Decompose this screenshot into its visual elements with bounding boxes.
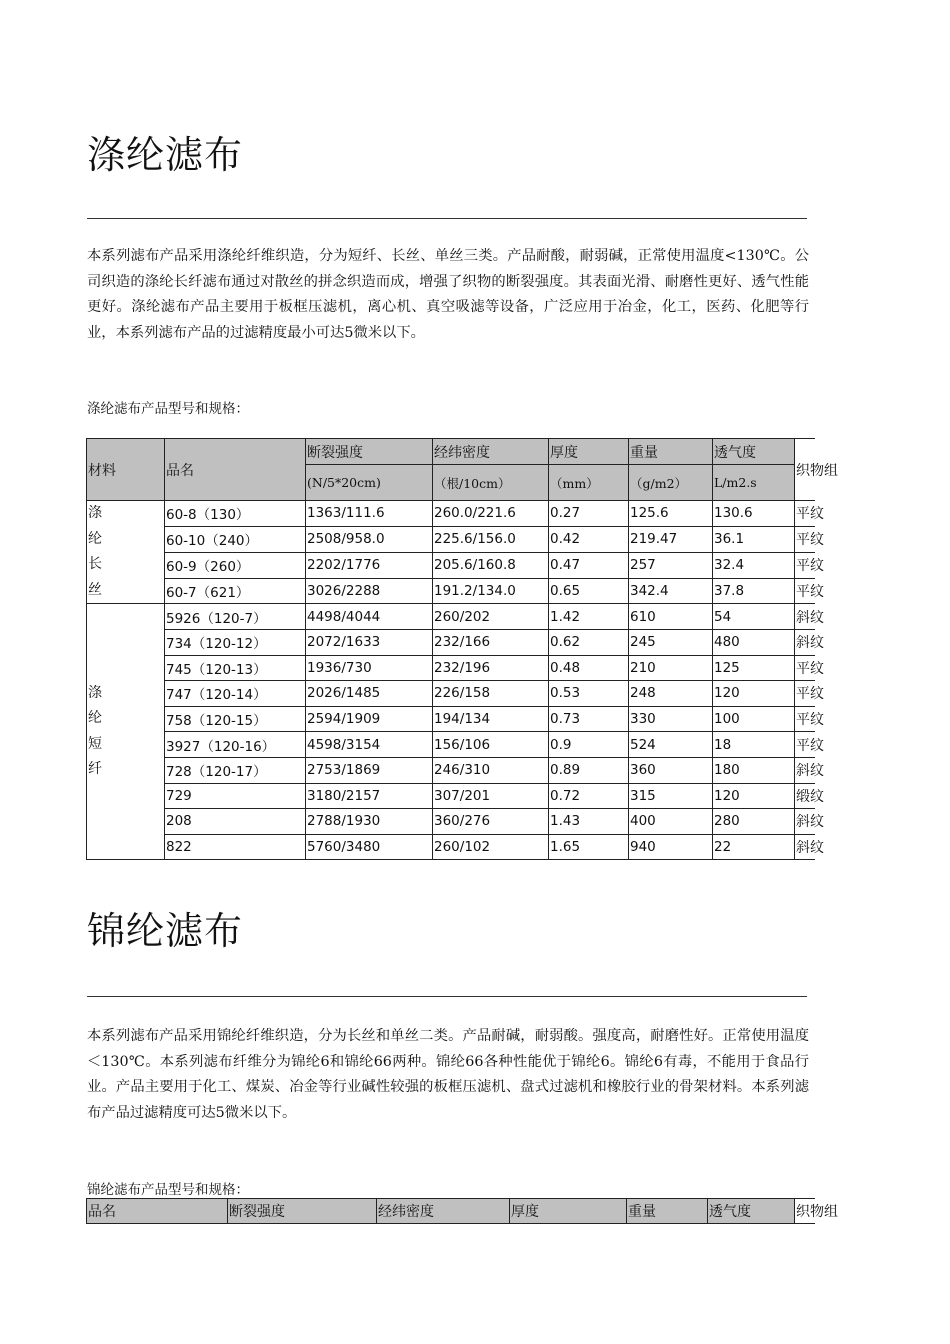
cell-name: 5926（120-7）: [165, 604, 306, 630]
section1-title: 涤纶滤布: [87, 133, 244, 177]
header-density: 经纬密度: [377, 1199, 510, 1224]
cell-thickness: 0.65: [549, 578, 629, 604]
cell-thickness: 0.73: [549, 706, 629, 732]
cell-name: 60-10（240）: [165, 526, 306, 552]
header-permeability: 透气度: [713, 439, 795, 465]
section2-paragraph: 本系列滤布产品采用锦纶纤维织造，分为长丝和单丝二类。产品耐碱，耐弱酸。强度高，耐磨性好。正常使用温度＜130℃。本系列滤布纤维分为锦纶6和锦纶66两种。锦纶66各种性能优于锦纶6。锦纶6有毒，不能用于食品行业。产品主要用于化工、煤炭、冶金等行业碱性较强的板框压滤机、盘式过滤机和橡胶行业的骨架材料。本系列滤布产品过滤精度可达5微米以下。: [87, 1028, 809, 1121]
cell-name: 60-8（130）: [165, 501, 306, 527]
material-char: 纶: [88, 530, 102, 547]
table-row: [87, 834, 815, 860]
cell-name: 822: [165, 834, 306, 860]
header-density: 经纬密度: [433, 439, 549, 465]
cell-permeability: 18: [713, 732, 795, 758]
cell-name: 734（120-12）: [165, 629, 306, 655]
table-row: [87, 501, 815, 527]
cell-weave: 平纹: [795, 732, 815, 758]
cell-thickness: 0.9: [549, 732, 629, 758]
cell-density: 226/158: [433, 681, 549, 707]
cell-permeability: 120: [713, 681, 795, 707]
cell-weave: 平纹: [795, 526, 815, 552]
cell-permeability: 32.4: [713, 552, 795, 578]
cell-weave: 斜纹: [795, 629, 815, 655]
table-row: [87, 732, 815, 758]
cell-strength: 2594/1909: [306, 706, 433, 732]
cell-density: 260/102: [433, 834, 549, 860]
material-cell: [87, 501, 165, 604]
cell-weight: 210: [629, 655, 713, 681]
cell-permeability: 100: [713, 706, 795, 732]
cell-permeability: 480: [713, 629, 795, 655]
material-char: 丝: [88, 581, 102, 598]
header-density-unit: （根/10cm）: [433, 465, 549, 501]
cell-strength: 4498/4044: [306, 604, 433, 630]
header-weight: 重量: [629, 439, 713, 465]
cell-permeability: 120: [713, 783, 795, 809]
cell-weave: 平纹: [795, 578, 815, 604]
material-char: 长: [88, 556, 102, 573]
polyester-spec-table: [86, 438, 838, 860]
cell-name: 728（120-17）: [165, 757, 306, 783]
header-strength: 断裂强度: [306, 439, 433, 465]
cell-weight: 940: [629, 834, 713, 860]
material-char: 纤: [88, 761, 102, 778]
cell-strength: 2508/958.0: [306, 526, 433, 552]
cell-name: 758（120-15）: [165, 706, 306, 732]
cell-thickness: 0.89: [549, 757, 629, 783]
table-row: [87, 757, 815, 783]
cell-permeability: 22: [713, 834, 795, 860]
table-row: [87, 681, 815, 707]
cell-weight: 360: [629, 757, 713, 783]
cell-name: 208: [165, 809, 306, 835]
header-strength: 断裂强度: [228, 1199, 377, 1224]
cell-permeability: 54: [713, 604, 795, 630]
cell-density: 232/166: [433, 629, 549, 655]
material-char: 涤: [88, 684, 102, 701]
table-row: [87, 629, 815, 655]
cell-strength: 2026/1485: [306, 681, 433, 707]
header-thickness: 厚度: [510, 1199, 627, 1224]
cell-permeability: 37.8: [713, 578, 795, 604]
cell-strength: 2072/1633: [306, 629, 433, 655]
table-row: [87, 809, 815, 835]
cell-thickness: 0.27: [549, 501, 629, 527]
cell-weight: 125.6: [629, 501, 713, 527]
cell-density: 260/202: [433, 604, 549, 630]
header-name: 品名: [87, 1199, 228, 1224]
cell-name: 3927（120-16）: [165, 732, 306, 758]
cell-thickness: 0.47: [549, 552, 629, 578]
cell-density: 232/196: [433, 655, 549, 681]
cell-weave: 斜纹: [795, 604, 815, 630]
cell-name: 729: [165, 783, 306, 809]
header-material: 材料: [87, 439, 165, 501]
cell-density: 225.6/156.0: [433, 526, 549, 552]
cell-permeability: 180: [713, 757, 795, 783]
cell-density: 191.2/134.0: [433, 578, 549, 604]
header-weave: 织物组: [795, 1199, 815, 1224]
cell-density: 205.6/160.8: [433, 552, 549, 578]
cell-density: 194/134: [433, 706, 549, 732]
cell-thickness: 1.65: [549, 834, 629, 860]
material-char: 涤: [88, 505, 102, 521]
section1-paragraph: 本系列滤布产品采用涤纶纤维织造，分为短纤、长丝、单丝三类。产品耐酸，耐弱碱，正常使用温度<130℃。公司织造的涤纶长纤滤布通过对散丝的拼念织造而成，增强了织物的断裂强度。其表面光滑、耐磨性更好、透气性能更好。涤纶滤布产品主要用于板框压滤机，离心机、真空吸滤等设备，广泛应用于冶金，化工，医药、化肥等行业，本系列滤布产品的过滤精度最小可达5微米以下。: [87, 248, 809, 341]
cell-density: 260.0/221.6: [433, 501, 549, 527]
cell-name: 60-9（260）: [165, 552, 306, 578]
table-row: [87, 552, 815, 578]
cell-weave: 平纹: [795, 681, 815, 707]
cell-strength: 5760/3480: [306, 834, 433, 860]
cell-thickness: 0.42: [549, 526, 629, 552]
cell-weight: 248: [629, 681, 713, 707]
cell-weight: 342.4: [629, 578, 713, 604]
cell-weave: 平纹: [795, 501, 815, 527]
cell-thickness: 1.42: [549, 604, 629, 630]
table-row: [87, 706, 815, 732]
cell-weight: 524: [629, 732, 713, 758]
cell-weight: 610: [629, 604, 713, 630]
cell-strength: 2788/1930: [306, 809, 433, 835]
cell-thickness: 0.48: [549, 655, 629, 681]
header-permeability: 透气度: [708, 1199, 795, 1224]
material-cell: [87, 604, 165, 860]
cell-permeability: 125: [713, 655, 795, 681]
header-thickness: 厚度: [549, 439, 629, 465]
cell-weight: 330: [629, 706, 713, 732]
section2-title: 锦纶滤布: [87, 909, 244, 953]
cell-weave: 平纹: [795, 706, 815, 732]
header-thickness-unit: （mm）: [549, 465, 629, 501]
cell-density: 307/201: [433, 783, 549, 809]
cell-strength: 4598/3154: [306, 732, 433, 758]
cell-thickness: 1.43: [549, 809, 629, 835]
cell-density: 156/106: [433, 732, 549, 758]
nylon-spec-table: [86, 1198, 838, 1224]
cell-weight: 400: [629, 809, 713, 835]
header-weight: 重量: [627, 1199, 708, 1224]
material-char: 短: [88, 735, 102, 752]
cell-strength: 2753/1869: [306, 757, 433, 783]
cell-weave: 斜纹: [795, 757, 815, 783]
cell-strength: 1363/111.6: [306, 501, 433, 527]
section2-table-caption: 锦纶滤布产品型号和规格：: [87, 1182, 249, 1198]
cell-permeability: 36.1: [713, 526, 795, 552]
header-weave: 织物组: [795, 439, 815, 501]
cell-permeability: 280: [713, 809, 795, 835]
section2-divider: [87, 996, 807, 997]
material-char: 纶: [88, 710, 102, 727]
cell-weave: 缎纹: [795, 783, 815, 809]
table-row: [87, 604, 815, 630]
table-row: [87, 526, 815, 552]
cell-weight: 315: [629, 783, 713, 809]
cell-density: 360/276: [433, 809, 549, 835]
header-name: 品名: [165, 439, 306, 501]
header-weight-unit: （g/m2）: [629, 465, 713, 501]
section1-divider: [87, 218, 807, 219]
cell-weight: 257: [629, 552, 713, 578]
cell-strength: 1936/730: [306, 655, 433, 681]
cell-name: 747（120-14）: [165, 681, 306, 707]
table-row: [87, 578, 815, 604]
header-permeability-unit: L/m2.s: [713, 465, 795, 501]
cell-name: 60-7（621）: [165, 578, 306, 604]
cell-thickness: 0.53: [549, 681, 629, 707]
cell-weave: 斜纹: [795, 809, 815, 835]
cell-weight: 245: [629, 629, 713, 655]
cell-weave: 平纹: [795, 552, 815, 578]
table-row: [87, 783, 815, 809]
cell-name: 745（120-13）: [165, 655, 306, 681]
header-strength-unit: (N/5*20cm): [306, 465, 433, 501]
cell-strength: 3180/2157: [306, 783, 433, 809]
cell-permeability: 130.6: [713, 501, 795, 527]
cell-strength: 2202/1776: [306, 552, 433, 578]
table-row: [87, 655, 815, 681]
cell-weave: 斜纹: [795, 834, 815, 860]
cell-weave: 平纹: [795, 655, 815, 681]
cell-thickness: 0.62: [549, 629, 629, 655]
cell-thickness: 0.72: [549, 783, 629, 809]
cell-strength: 3026/2288: [306, 578, 433, 604]
section1-table-caption: 涤纶滤布产品型号和规格：: [87, 401, 249, 417]
cell-density: 246/310: [433, 757, 549, 783]
cell-weight: 219.47: [629, 526, 713, 552]
